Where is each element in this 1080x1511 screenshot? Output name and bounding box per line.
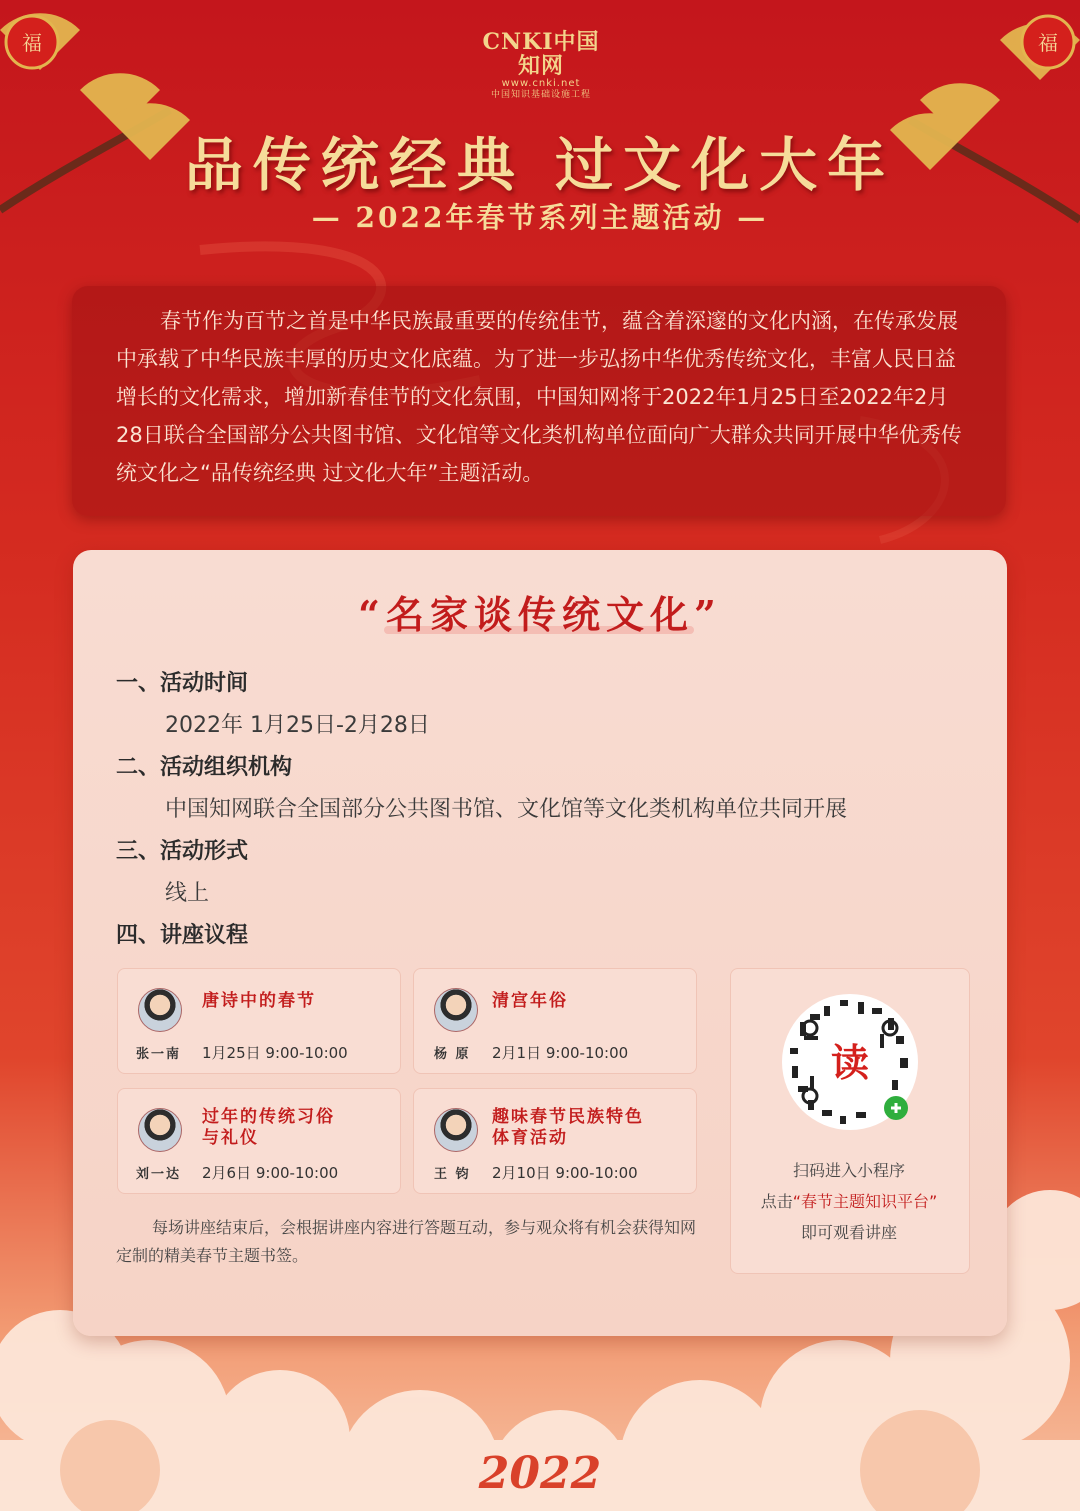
lecture-card-3 bbox=[117, 1088, 401, 1194]
lecture-topic: 唐诗中的春节 bbox=[202, 991, 316, 1011]
qr-line2-highlight: “春节主题知识平台” bbox=[792, 1192, 938, 1211]
qr-instruction-line2 bbox=[730, 1189, 968, 1212]
lecture-note: 每场讲座结束后，会根据讲座内容进行答题互动，参与观众将有机会获得知网定制的精美春节主题书签。 bbox=[116, 1218, 697, 1265]
lecture-card-1 bbox=[117, 968, 401, 1074]
lecture-time: 2月6日 9:00-10:00 bbox=[202, 1164, 339, 1182]
lecture-topic-line2: 与礼仪 bbox=[202, 1128, 259, 1148]
intro-text: 春节作为百节之首是中华民族最重要的传统佳节，蕴含着深邃的文化内涵，在传承发展中承载了中华民族丰厚的历史文化底蕴。为了进一步弘扬中华优秀传统文化，丰富人民日益增长的文化需求，增加新春佳节的文化氛围，中国知网将于2022年1月25日至2022年2月28日联合全国部分公共图书馆、文化馆等文化类机构单位面向广大群众共同开展中华优秀传统文化之“品传统经典 过文化大年”主题活动。 bbox=[116, 309, 962, 485]
lecture-time: 1月25日 9:00-10:00 bbox=[202, 1044, 348, 1062]
year-mark: 2022 bbox=[478, 1448, 602, 1499]
cnki-logo bbox=[476, 29, 606, 100]
lecture-card-2 bbox=[413, 968, 697, 1074]
section-form-head: 三、活动形式 bbox=[116, 839, 249, 864]
section-agenda-head: 四、讲座议程 bbox=[116, 923, 249, 948]
section-form-body: 线上 bbox=[165, 881, 210, 906]
qr-instruction-line3: 即可观看讲座 bbox=[800, 1223, 897, 1242]
lecture-speaker: 王 钧 bbox=[434, 1167, 471, 1182]
qr-instruction-line1: 扫码进入小程序 bbox=[792, 1161, 905, 1180]
page-title: 品传统经典 过文化大年 bbox=[184, 131, 896, 199]
speaker-avatar bbox=[138, 988, 182, 1032]
qr-code-icon[interactable] bbox=[780, 992, 920, 1132]
lecture-speaker: 刘一达 bbox=[136, 1167, 182, 1182]
logo-brand: CNKI中国知网 bbox=[482, 29, 600, 79]
section-org-body: 中国知网联合全国部分公共图书馆、文化馆等文化类机构单位共同开展 bbox=[165, 797, 848, 822]
lecture-topic-line2: 体育活动 bbox=[492, 1128, 568, 1148]
speaker-avatar bbox=[434, 988, 478, 1032]
lecture-speaker: 杨 原 bbox=[434, 1047, 471, 1062]
lecture-speaker: 张一南 bbox=[136, 1047, 182, 1062]
page-subtitle: — 2022年春节系列主题活动 — bbox=[311, 201, 769, 234]
lecture-topic-line1: 趣味春节民族特色 bbox=[492, 1107, 644, 1127]
speaker-avatar bbox=[138, 1108, 182, 1152]
section-time-head: 一、活动时间 bbox=[116, 671, 249, 696]
card-title: “名家谈传统文化” bbox=[358, 592, 722, 637]
svg-text:福: 福 bbox=[22, 31, 42, 55]
section-time-body: 2022年 1月25日-2月28日 bbox=[165, 713, 430, 738]
logo-subtitle: 中国知识基础设施工程 bbox=[490, 90, 591, 100]
speaker-avatar bbox=[434, 1108, 478, 1152]
svg-text:福: 福 bbox=[1038, 31, 1058, 55]
lecture-time: 2月10日 9:00-10:00 bbox=[492, 1164, 638, 1182]
section-org-head: 二、活动组织机构 bbox=[116, 755, 293, 780]
qr-line2-prefix: 点击 bbox=[760, 1192, 793, 1211]
lecture-topic: 清宫年俗 bbox=[492, 991, 568, 1011]
lecture-time: 2月1日 9:00-10:00 bbox=[492, 1044, 629, 1062]
logo-url: www.cnki.net bbox=[501, 78, 581, 89]
qr-center-char: 读 bbox=[830, 1041, 870, 1085]
lecture-card-4 bbox=[413, 1088, 697, 1194]
lecture-topic-line1: 过年的传统习俗 bbox=[202, 1107, 335, 1127]
